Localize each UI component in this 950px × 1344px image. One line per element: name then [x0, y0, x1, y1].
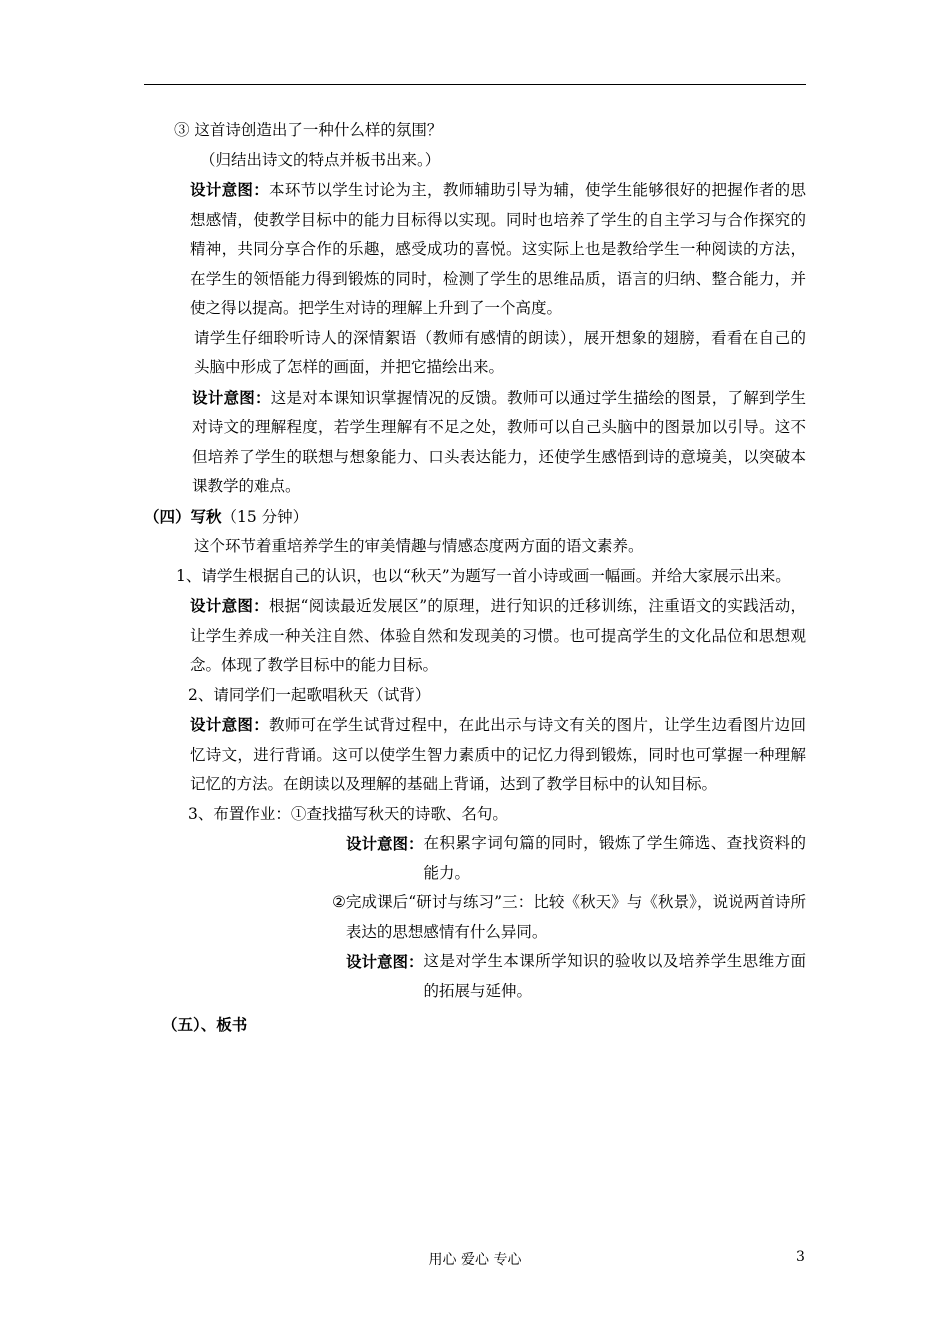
- homework-2: [144, 888, 806, 947]
- page-number: 3: [796, 1249, 805, 1265]
- section-4-title: （四）写秋: [144, 506, 222, 526]
- design-intent-5: [144, 829, 806, 888]
- item-3: 3、布置作业：①查找描写秋天的诗歌、名句。: [188, 804, 508, 823]
- footer-motto: 用心 爱心 专心: [428, 1252, 522, 1268]
- section-4-time: （15 分钟）: [221, 507, 309, 526]
- section-5-title: （五）、板书: [162, 1015, 248, 1034]
- design-intent-label: 设计意图：: [190, 180, 270, 199]
- design-intent-text: 这是对学生本课所学知识的验收以及培养学生思维方面的拓展与延伸。: [423, 952, 806, 1000]
- design-intent-3: [144, 591, 806, 681]
- design-intent-text: 在积累字词句篇的同时，锻炼了学生筛选、查找资料的能力。: [423, 834, 806, 882]
- design-intent-text: 根据“阅读最近发展区”的原理，进行知识的迁移训练，注重语文的实践活动，让学生养成一种关注自然、体验自然和发现美的习惯。也可提高学生的文化品位和思想观念。体现了教学目标中的能力目标。: [190, 597, 806, 674]
- section-4-intro: 这个环节着重培养学生的审美情趣与情感态度两方面的语文素养。: [194, 537, 644, 555]
- homework-2-marker: ②: [332, 893, 346, 911]
- paragraph-listen: 请学生仔细聆听诗人的深情絮语（教师有感情的朗读），展开想象的翅膀，看看在自己的头脑中形成了怎样的画面，并把它描绘出来。: [194, 328, 806, 376]
- design-intent-text: 本环节以学生讨论为主，教师辅助引导为辅，使学生能够很好的把握作者的思想感情，使教学目标中的能力目标得以实现。同时也培养了学生的自主学习与合作探究的精神，共同分享合作的乐趣，感受成功的喜悦。这实际上也是教给学生一种阅读的方法，在学生的领悟能力得到锻炼的同时，检测了学生的思维品质，语言的归纳、整合能力，并使之得以提高。把学生对诗的理解上升到了一个高度。: [190, 181, 806, 317]
- design-intent-label: 设计意图：: [190, 596, 269, 615]
- design-intent-label: 设计意图：: [346, 952, 424, 971]
- homework-2-text: 完成课后“研讨与练习”三：比较《秋天》与《秋景》，说说两首诗所表达的思想感情有什么异同。: [345, 893, 806, 941]
- header-rule: [144, 84, 806, 85]
- section-4-heading: [144, 502, 806, 533]
- design-intent-2: [144, 383, 806, 502]
- design-intent-label: 设计意图：: [190, 715, 270, 734]
- design-intent-1: [144, 175, 806, 324]
- page-content: [144, 116, 806, 1040]
- item-2: 2、请同学们一起歌唱秋天（试背）: [188, 685, 431, 704]
- design-intent-text: 这是对本课知识掌握情况的反馈。教师可以通过学生描绘的图景，了解到学生对诗文的理解程度，若学生理解有不足之处，教师可以自己头脑中的图景加以引导。这不但培养了学生的联想与想象能力、口头表达能力，还使学生感悟到诗的意境美，以突破本课教学的难点。: [192, 388, 806, 495]
- question-3: ③ 这首诗创造出了一种什么样的氛围？: [174, 121, 443, 139]
- design-intent-4: [144, 710, 806, 800]
- question-3-note: （归结出诗文的特点并板书出来。）: [200, 150, 441, 169]
- design-intent-label: 设计意图：: [346, 834, 424, 853]
- item-1: 1、请学生根据自己的认识，也以“秋天”为题写一首小诗或画一幅画。并给大家展示出来。: [176, 566, 791, 585]
- design-intent-6: [144, 947, 806, 1006]
- design-intent-label: 设计意图：: [192, 387, 271, 407]
- design-intent-text: 教师可在学生试背过程中，在此出示与诗文有关的图片，让学生边看图片边回忆诗文，进行背诵。这可以使学生智力素质中的记忆力得到锻炼，同时也可掌握一种理解记忆的方法。在朗读以及理解的基础上背诵，达到了教学目标中的认知目标。: [190, 716, 806, 793]
